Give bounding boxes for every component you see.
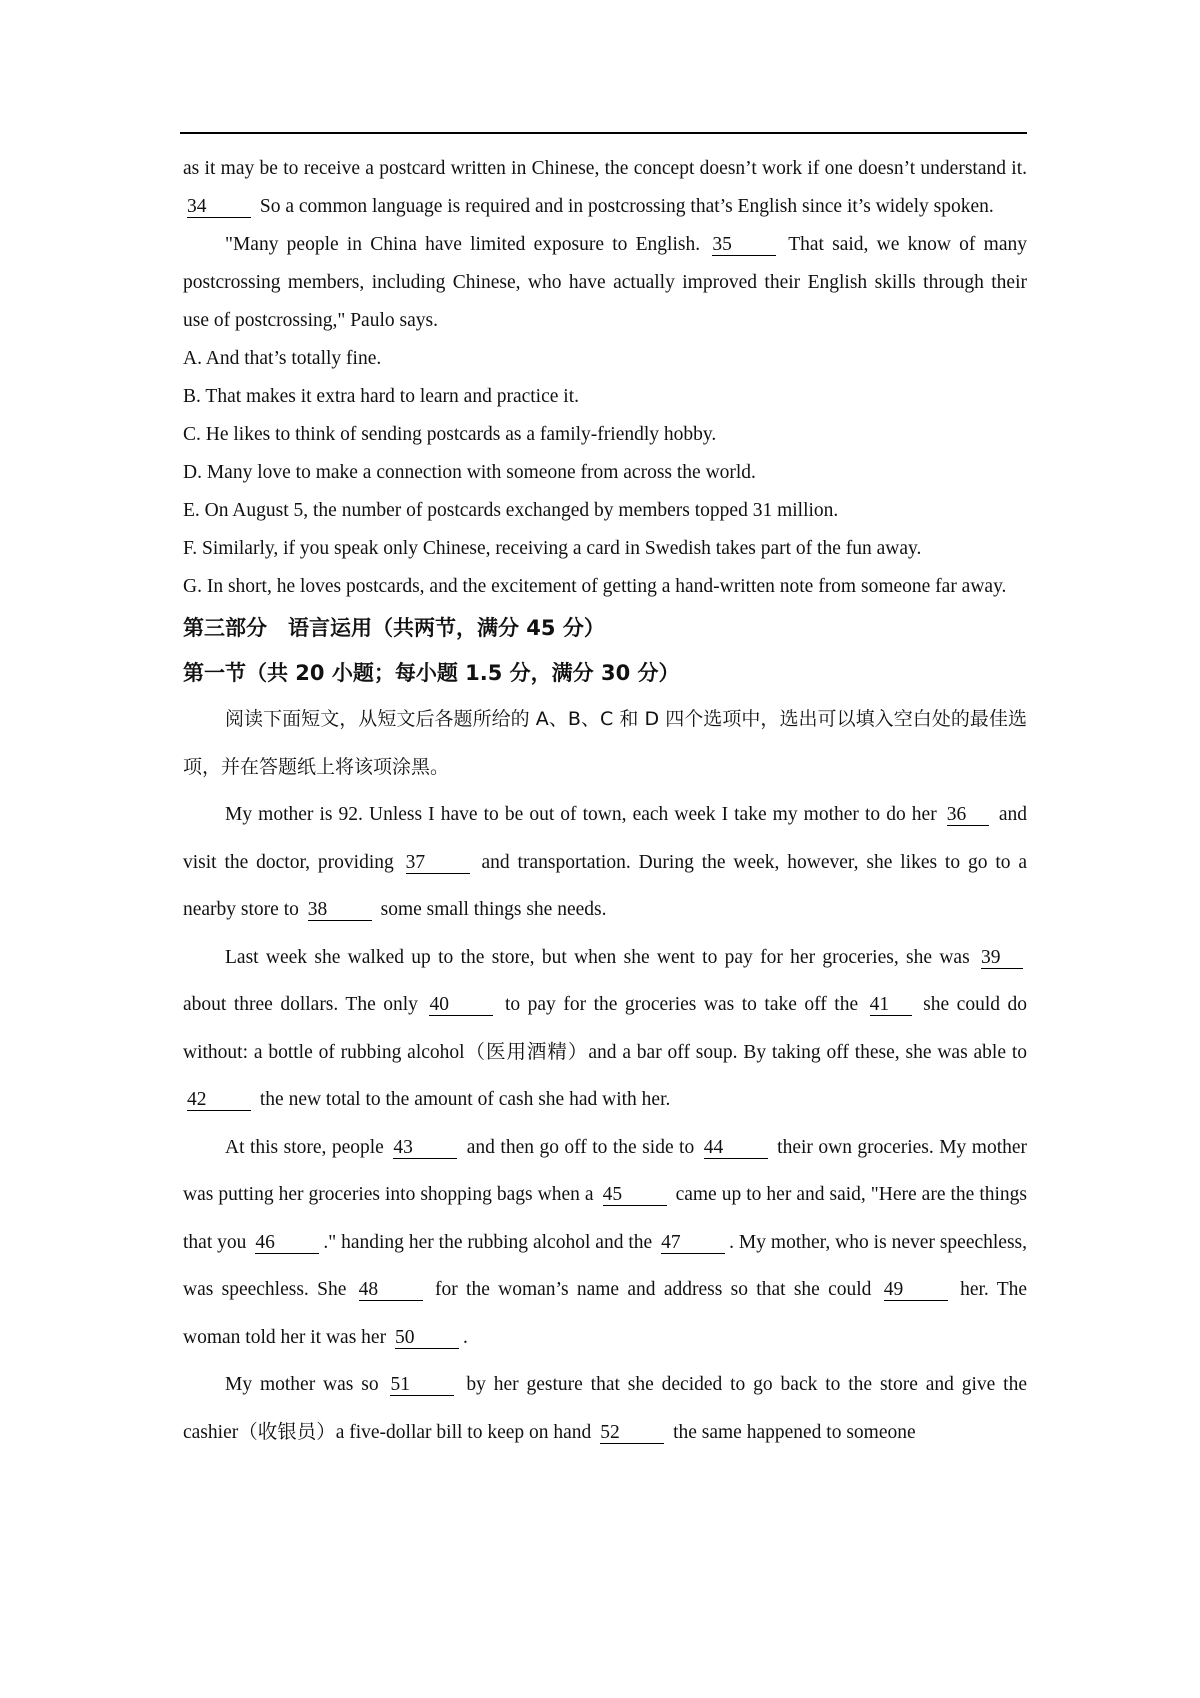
part-title: 第三部分 语言运用（共两节，满分 45 分） <box>183 616 605 640</box>
option-b: B. That makes it extra hard to learn and practice it. <box>183 386 579 407</box>
header-rule <box>180 132 1027 134</box>
blank-45: 45 <box>603 1184 667 1206</box>
paragraph-text: some small things she needs. <box>380 899 607 920</box>
blank-46: 46 <box>255 1232 319 1254</box>
paragraph-text: as it may be to receive a postcard written in Chinese, the concept doesn’t work if one doesn’t understand it. <box>183 158 1027 179</box>
cloze-paragraph-3 <box>183 1124 1027 1362</box>
paragraph-text: My mother is 92. Unless I have to be out of town, each week I take my mother to do her <box>225 804 937 825</box>
paragraph-text: their own groceries. My mother was putting her groceries into shopping bags when a <box>183 1136 1028 1205</box>
passage-paragraph <box>183 150 1027 226</box>
paragraph-text: she could do without: a bottle of rubbing alcohol（医用酒精）and a bar off soup. By taking off these, she was able to <box>183 994 1028 1063</box>
blank-41: 41 <box>870 994 912 1016</box>
paragraph-text: ." handing her the rubbing alcohol and the <box>323 1231 653 1253</box>
option-e: E. On August 5, the number of postcards exchanged by members topped 31 million. <box>183 500 839 521</box>
section-title: 第一节（共 20 小题；每小题 1.5 分，满分 30 分） <box>183 661 680 685</box>
paragraph-text: . My mother, who is never speechless, was speechless. She <box>183 1231 1028 1300</box>
option-list <box>183 340 1027 606</box>
paragraph-text: her. The woman told her it was her <box>183 1279 1028 1348</box>
blank-52: 52 <box>600 1422 664 1444</box>
blank-51: 51 <box>390 1374 454 1396</box>
paragraph-text: the new total to the amount of cash she had with her. <box>259 1089 671 1110</box>
paragraph-text: and transportation. During the week, however, she likes to go to a nearby store to <box>183 851 1028 920</box>
blank-37: 37 <box>406 852 470 874</box>
option-d: D. Many love to make a connection with someone from across the world. <box>183 462 756 483</box>
paragraph-text: by her gesture that she decided to go back to the store and give the cashier（收银员）a five-dollar bill to keep on hand <box>183 1374 1028 1443</box>
passage-paragraph <box>183 226 1027 340</box>
blank-44: 44 <box>704 1137 768 1159</box>
paragraph-text: about three dollars. The only <box>183 994 418 1015</box>
blank-38: 38 <box>308 899 372 921</box>
paragraph-text: . <box>462 1326 468 1348</box>
paragraph-text: So a common language is required and in postcrossing that’s English since it’s widely spoken. <box>259 196 994 217</box>
cloze-paragraph-2 <box>183 934 1027 1124</box>
option-f: F. Similarly, if you speak only Chinese, receiving a card in Swedish takes part of the fun away. <box>183 538 922 559</box>
blank-39: 39 <box>981 947 1023 969</box>
content-area <box>183 150 1027 1456</box>
option-a: A. And that’s totally fine. <box>183 348 382 369</box>
paragraph-text: At this store, people <box>225 1136 384 1158</box>
blank-35: 35 <box>712 234 776 256</box>
paragraph-text: came up to her and said, "Here are the things that you <box>183 1184 1027 1253</box>
paragraph-text: That said, we know of many postcrossing members, including Chinese, who have actually improved their English skills through their use of postcrossing," Paulo says. <box>183 234 1027 331</box>
cloze-paragraph-4 <box>183 1361 1027 1456</box>
paragraph-text: and visit the doctor, providing <box>183 804 1028 873</box>
instruction-text: 阅读下面短文，从短文后各题所给的 A、B、C 和 D 四个选项中，选出可以填入空白处的最佳选项，并在答题纸上将该项涂黑。 <box>183 708 1027 778</box>
blank-47: 47 <box>661 1232 725 1254</box>
blank-49: 49 <box>884 1279 948 1301</box>
paragraph-text: for the woman’s name and address so that she could <box>434 1279 872 1300</box>
paragraph-text: to pay for the groceries was to take off the <box>504 994 859 1015</box>
blank-42: 42 <box>187 1089 251 1111</box>
paragraph-text: Last week she walked up to the store, but when she went to pay for her groceries, she was <box>225 946 970 968</box>
blank-34: 34 <box>187 196 251 218</box>
paragraph-text: and then go off to the side to <box>466 1136 695 1158</box>
blank-48: 48 <box>359 1279 423 1301</box>
paragraph-text: My mother was so <box>225 1374 379 1395</box>
cloze-paragraph-1 <box>183 791 1027 934</box>
option-g: G. In short, he loves postcards, and the excitement of getting a hand-written note from someone far away. <box>183 576 1007 597</box>
paragraph-text: the same happened to someone <box>673 1421 916 1443</box>
blank-36: 36 <box>947 804 989 826</box>
paragraph-text: "Many people in China have limited exposure to English. <box>225 234 701 255</box>
option-c: C. He likes to think of sending postcards as a family-friendly hobby. <box>183 424 717 445</box>
blank-43: 43 <box>393 1137 457 1159</box>
blank-40: 40 <box>429 994 493 1016</box>
blank-50: 50 <box>395 1327 459 1349</box>
